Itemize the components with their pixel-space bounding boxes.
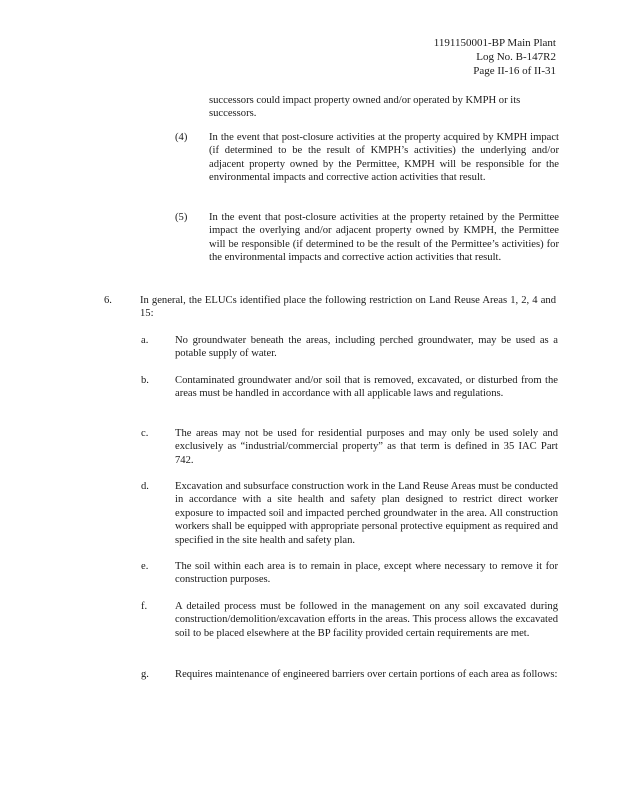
item-b-text: Contaminated groundwater and/or soil that is removed, excavated, or disturbed from the areas must be handled in accordance with all applicable laws and regulations. xyxy=(175,375,558,400)
header-page-number: Page II-16 of II-31 xyxy=(473,65,556,77)
continuation-paragraph: successors could impact property owned and/or operated by KMPH or its successors. xyxy=(209,95,521,120)
item-a-label: a. xyxy=(141,335,149,346)
page-header xyxy=(434,36,556,78)
item-f-label: f. xyxy=(141,601,148,612)
item-c-text: The areas may not be used for residential purposes and may only be used solely and exclusively as “industrial/commercial property” as that term is defined in 35 IAC Part 742. xyxy=(175,428,558,466)
item-e-label: e. xyxy=(141,561,149,572)
subitem-5-text: In the event that post-closure activities at the property retained by the Permittee impact the overlying and/or adjacent property owned by KMPH, the Permittee will be responsible (if determined to be the result of the Permittee’s activities) for the environmental impacts and corrective action activities that result. xyxy=(209,212,559,264)
subitem-5-number: (5) xyxy=(175,212,188,223)
item-6-number: 6. xyxy=(104,295,112,306)
subitem-4-text: In the event that post-closure activities at the property acquired by KMPH impact (if determined to be the result of KMPH’s activities) the underlying and/or adjacent property owned by the Permittee, KMPH will be responsible for the environmental impacts and corrective action activities that result. xyxy=(209,132,559,184)
item-b-label: b. xyxy=(141,375,149,386)
item-a-text: No groundwater beneath the areas, including perched groundwater, may be used as a potable supply of water. xyxy=(175,335,558,360)
item-f-text: A detailed process must be followed in the management on any soil excavated during construction/demolition/excavation efforts in the areas. This process allows the excavated soil to be placed elsewhere at the BP facility provided certain requirements are met. xyxy=(175,601,558,639)
item-g-label: g. xyxy=(141,669,149,680)
header-permit-number: 1191150001-BP Main Plant xyxy=(433,37,556,49)
item-6-text: In general, the ELUCs identified place the following restriction on Land Reuse Areas 1, 2, 4 and 15: xyxy=(140,295,556,320)
item-c-label: c. xyxy=(141,428,149,439)
item-e-text: The soil within each area is to remain in place, except where necessary to remove it for construction purposes. xyxy=(175,561,558,586)
item-d-label: d. xyxy=(141,481,149,492)
item-d-text: Excavation and subsurface construction work in the Land Reuse Areas must be conducted in accordance with a site health and safety plan designed to restrict direct worker exposure to impacted soil and impacted perched groundwater in the area. All construction workers shall be equipped with appropriate personal protective equipment as required and specified in the site health and safety plan. xyxy=(175,481,558,546)
item-g-text: Requires maintenance of engineered barriers over certain portions of each area as follows: xyxy=(175,669,558,680)
subitem-4-number: (4) xyxy=(175,132,188,143)
header-log-number: Log No. B-147R2 xyxy=(476,51,556,63)
